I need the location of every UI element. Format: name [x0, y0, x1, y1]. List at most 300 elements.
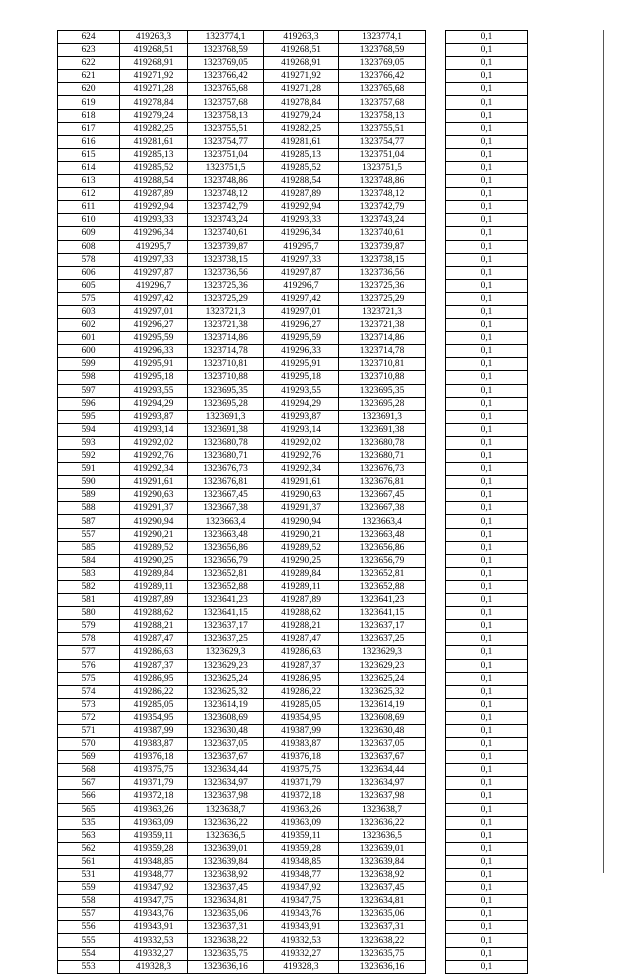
x-coordinate-cell: 419343,91 [120, 921, 188, 934]
point-number-cell: 614 [58, 161, 120, 174]
table-row [446, 57, 528, 70]
table-row [446, 135, 528, 148]
x-coordinate-2-cell: 419287,89 [264, 594, 339, 607]
y-coordinate-2-cell: 1323738,15 [339, 253, 426, 266]
x-coordinate-cell: 419293,55 [120, 384, 188, 397]
tolerance-cell: 0,1 [446, 633, 528, 646]
table-row [58, 463, 426, 476]
y-coordinate-2-cell: 1323636,22 [339, 816, 426, 829]
table-row [446, 685, 528, 698]
x-coordinate-2-cell: 419297,87 [264, 266, 339, 279]
x-coordinate-cell: 419289,84 [120, 567, 188, 580]
table-row [58, 816, 426, 829]
y-coordinate-cell: 1323754,77 [188, 135, 264, 148]
table-row [446, 227, 528, 240]
x-coordinate-cell: 419295,59 [120, 332, 188, 345]
y-coordinate-2-cell: 1323634,81 [339, 895, 426, 908]
table-row [446, 803, 528, 816]
x-coordinate-2-cell: 419286,63 [264, 646, 339, 659]
x-coordinate-2-cell: 419343,76 [264, 908, 339, 921]
tolerance-cell: 0,1 [446, 410, 528, 423]
table-row [446, 345, 528, 358]
table-row [446, 83, 528, 96]
y-coordinate-cell: 1323748,12 [188, 188, 264, 201]
y-coordinate-cell: 1323637,45 [188, 882, 264, 895]
table-row [446, 567, 528, 580]
x-coordinate-cell: 419285,13 [120, 148, 188, 161]
y-coordinate-2-cell: 1323652,81 [339, 567, 426, 580]
table-row [58, 515, 426, 528]
y-coordinate-cell: 1323739,87 [188, 240, 264, 253]
y-coordinate-cell: 1323636,22 [188, 816, 264, 829]
y-coordinate-2-cell: 1323638,92 [339, 869, 426, 882]
tolerance-cell: 0,1 [446, 240, 528, 253]
point-number-cell: 596 [58, 397, 120, 410]
tolerance-cell: 0,1 [446, 489, 528, 502]
x-coordinate-2-cell: 419292,94 [264, 201, 339, 214]
point-number-cell: 591 [58, 463, 120, 476]
tolerance-cell: 0,1 [446, 908, 528, 921]
table-row [58, 109, 426, 122]
tolerance-cell: 0,1 [446, 253, 528, 266]
y-coordinate-2-cell: 1323751,5 [339, 161, 426, 174]
table-row [446, 751, 528, 764]
x-coordinate-2-cell: 419332,53 [264, 934, 339, 947]
point-number-cell: 623 [58, 44, 120, 57]
x-coordinate-2-cell: 419372,18 [264, 790, 339, 803]
point-number-cell: 605 [58, 279, 120, 292]
x-coordinate-cell: 419291,37 [120, 502, 188, 515]
y-coordinate-2-cell: 1323758,13 [339, 109, 426, 122]
y-coordinate-cell: 1323676,81 [188, 476, 264, 489]
table-row [446, 659, 528, 672]
y-coordinate-cell: 1323638,92 [188, 869, 264, 882]
y-coordinate-2-cell: 1323656,86 [339, 541, 426, 554]
table-row [58, 711, 426, 724]
y-coordinate-cell: 1323635,06 [188, 908, 264, 921]
x-coordinate-cell: 419363,09 [120, 816, 188, 829]
y-coordinate-cell: 1323638,7 [188, 803, 264, 816]
x-coordinate-2-cell: 419293,33 [264, 214, 339, 227]
tolerance-cell: 0,1 [446, 397, 528, 410]
tolerance-cell: 0,1 [446, 122, 528, 135]
tolerance-cell: 0,1 [446, 423, 528, 436]
y-coordinate-cell: 1323630,48 [188, 724, 264, 737]
table-row [446, 175, 528, 188]
table-row [58, 724, 426, 737]
point-number-cell: 601 [58, 332, 120, 345]
x-coordinate-2-cell: 419292,34 [264, 463, 339, 476]
y-coordinate-2-cell: 1323637,31 [339, 921, 426, 934]
tolerance-cell: 0,1 [446, 502, 528, 515]
tolerance-cell: 0,1 [446, 882, 528, 895]
x-coordinate-2-cell: 419268,91 [264, 57, 339, 70]
y-coordinate-cell: 1323667,38 [188, 502, 264, 515]
y-coordinate-2-cell: 1323680,71 [339, 450, 426, 463]
x-coordinate-2-cell: 419363,09 [264, 816, 339, 829]
tolerance-cell: 0,1 [446, 70, 528, 83]
point-number-cell: 570 [58, 738, 120, 751]
point-number-cell: 593 [58, 436, 120, 449]
y-coordinate-cell: 1323714,78 [188, 345, 264, 358]
y-coordinate-cell: 1323637,31 [188, 921, 264, 934]
y-coordinate-cell: 1323769,05 [188, 57, 264, 70]
point-number-cell: 608 [58, 240, 120, 253]
table-row [58, 135, 426, 148]
table-row [58, 70, 426, 83]
tolerance-cell: 0,1 [446, 463, 528, 476]
table-row [446, 541, 528, 554]
y-coordinate-cell: 1323639,84 [188, 855, 264, 868]
x-coordinate-2-cell: 419287,89 [264, 188, 339, 201]
table-row [446, 580, 528, 593]
table-row [446, 463, 528, 476]
table-row [446, 711, 528, 724]
tolerance-cell: 0,1 [446, 816, 528, 829]
x-coordinate-cell: 419363,26 [120, 803, 188, 816]
y-coordinate-cell: 1323676,73 [188, 463, 264, 476]
x-coordinate-2-cell: 419281,61 [264, 135, 339, 148]
tolerance-cell: 0,1 [446, 135, 528, 148]
table-row [446, 161, 528, 174]
y-coordinate-2-cell: 1323636,16 [339, 960, 426, 973]
x-coordinate-cell: 419290,21 [120, 528, 188, 541]
x-coordinate-cell: 419348,77 [120, 869, 188, 882]
x-coordinate-cell: 419287,37 [120, 659, 188, 672]
tolerance-cell: 0,1 [446, 332, 528, 345]
point-number-cell: 559 [58, 882, 120, 895]
point-number-cell: 581 [58, 594, 120, 607]
point-number-cell: 556 [58, 921, 120, 934]
x-coordinate-2-cell: 419271,28 [264, 83, 339, 96]
y-coordinate-2-cell: 1323755,51 [339, 122, 426, 135]
point-number-cell: 580 [58, 607, 120, 620]
y-coordinate-cell: 1323638,22 [188, 934, 264, 947]
x-coordinate-2-cell: 419289,52 [264, 541, 339, 554]
y-coordinate-2-cell: 1323652,88 [339, 580, 426, 593]
table-row [58, 175, 426, 188]
x-coordinate-2-cell: 419371,79 [264, 777, 339, 790]
tolerance-cell: 0,1 [446, 803, 528, 816]
y-coordinate-cell: 1323663,4 [188, 515, 264, 528]
y-coordinate-2-cell: 1323676,73 [339, 463, 426, 476]
point-number-cell: 624 [58, 31, 120, 44]
table-row [58, 332, 426, 345]
table-row [446, 502, 528, 515]
point-number-cell: 531 [58, 869, 120, 882]
point-number-cell: 599 [58, 358, 120, 371]
x-coordinate-cell: 419290,94 [120, 515, 188, 528]
x-coordinate-2-cell: 419296,27 [264, 319, 339, 332]
point-number-cell: 576 [58, 659, 120, 672]
table-row [446, 450, 528, 463]
x-coordinate-2-cell: 419296,34 [264, 227, 339, 240]
y-coordinate-cell: 1323635,75 [188, 947, 264, 960]
point-number-cell: 568 [58, 764, 120, 777]
point-number-cell: 572 [58, 711, 120, 724]
y-coordinate-cell: 1323725,36 [188, 279, 264, 292]
y-coordinate-cell: 1323768,59 [188, 44, 264, 57]
x-coordinate-cell: 419287,47 [120, 633, 188, 646]
table-row [58, 554, 426, 567]
y-coordinate-2-cell: 1323774,1 [339, 31, 426, 44]
table-row [58, 410, 426, 423]
x-coordinate-cell: 419294,29 [120, 397, 188, 410]
tolerance-cell: 0,1 [446, 724, 528, 737]
y-coordinate-2-cell: 1323743,24 [339, 214, 426, 227]
point-number-cell: 567 [58, 777, 120, 790]
y-coordinate-cell: 1323714,86 [188, 332, 264, 345]
point-number-cell: 603 [58, 305, 120, 318]
y-coordinate-2-cell: 1323765,68 [339, 83, 426, 96]
y-coordinate-cell: 1323725,29 [188, 292, 264, 305]
tolerance-cell: 0,1 [446, 305, 528, 318]
y-coordinate-2-cell: 1323740,61 [339, 227, 426, 240]
y-coordinate-cell: 1323636,16 [188, 960, 264, 973]
table-row [58, 620, 426, 633]
y-coordinate-cell: 1323751,5 [188, 161, 264, 174]
table-row [446, 266, 528, 279]
x-coordinate-2-cell: 419297,33 [264, 253, 339, 266]
table-row [446, 240, 528, 253]
y-coordinate-2-cell: 1323742,79 [339, 201, 426, 214]
table-row [58, 31, 426, 44]
tolerance-cell: 0,1 [446, 829, 528, 842]
y-coordinate-2-cell: 1323663,48 [339, 528, 426, 541]
table-row [58, 947, 426, 960]
table-row [58, 633, 426, 646]
tolerance-cell: 0,1 [446, 921, 528, 934]
y-coordinate-2-cell: 1323663,4 [339, 515, 426, 528]
y-coordinate-2-cell: 1323691,38 [339, 423, 426, 436]
x-coordinate-2-cell: 419289,84 [264, 567, 339, 580]
x-coordinate-2-cell: 419359,28 [264, 842, 339, 855]
y-coordinate-cell: 1323736,56 [188, 266, 264, 279]
tolerance-cell: 0,1 [446, 96, 528, 109]
x-coordinate-cell: 419297,33 [120, 253, 188, 266]
y-coordinate-2-cell: 1323769,05 [339, 57, 426, 70]
y-coordinate-2-cell: 1323630,48 [339, 724, 426, 737]
tolerance-cell: 0,1 [446, 751, 528, 764]
point-number-cell: 609 [58, 227, 120, 240]
tolerance-cell: 0,1 [446, 764, 528, 777]
table-row [446, 698, 528, 711]
x-coordinate-2-cell: 419285,05 [264, 698, 339, 711]
table-row [446, 332, 528, 345]
tolerance-cell: 0,1 [446, 528, 528, 541]
point-number-cell: 597 [58, 384, 120, 397]
y-coordinate-cell: 1323637,67 [188, 751, 264, 764]
point-number-cell: 592 [58, 450, 120, 463]
table-row [58, 214, 426, 227]
x-coordinate-cell: 419279,24 [120, 109, 188, 122]
point-number-cell: 555 [58, 934, 120, 947]
y-coordinate-cell: 1323710,81 [188, 358, 264, 371]
point-number-cell: 563 [58, 829, 120, 842]
tolerance-cell: 0,1 [446, 869, 528, 882]
point-number-cell: 554 [58, 947, 120, 960]
table-row [446, 921, 528, 934]
x-coordinate-2-cell: 419286,22 [264, 685, 339, 698]
tolerance-cell: 0,1 [446, 541, 528, 554]
x-coordinate-cell: 419288,54 [120, 175, 188, 188]
point-number-cell: 622 [58, 57, 120, 70]
y-coordinate-2-cell: 1323634,97 [339, 777, 426, 790]
x-coordinate-2-cell: 419297,42 [264, 292, 339, 305]
y-coordinate-cell: 1323680,71 [188, 450, 264, 463]
x-coordinate-2-cell: 419290,25 [264, 554, 339, 567]
table-row [446, 371, 528, 384]
x-coordinate-2-cell: 419290,21 [264, 528, 339, 541]
table-row [446, 358, 528, 371]
x-coordinate-cell: 419375,75 [120, 764, 188, 777]
tolerance-cell: 0,1 [446, 57, 528, 70]
x-coordinate-cell: 419348,85 [120, 855, 188, 868]
x-coordinate-2-cell: 419296,7 [264, 279, 339, 292]
x-coordinate-cell: 419291,61 [120, 476, 188, 489]
table-row [58, 685, 426, 698]
tolerance-cell: 0,1 [446, 842, 528, 855]
x-coordinate-2-cell: 419278,84 [264, 96, 339, 109]
table-row [446, 70, 528, 83]
x-coordinate-cell: 419289,11 [120, 580, 188, 593]
table-row [58, 921, 426, 934]
tolerance-cell: 0,1 [446, 620, 528, 633]
point-number-cell: 616 [58, 135, 120, 148]
y-coordinate-cell: 1323637,05 [188, 738, 264, 751]
x-coordinate-cell: 419296,7 [120, 279, 188, 292]
table-row [446, 292, 528, 305]
y-coordinate-2-cell: 1323710,81 [339, 358, 426, 371]
y-coordinate-cell: 1323766,42 [188, 70, 264, 83]
x-coordinate-cell: 419293,87 [120, 410, 188, 423]
y-coordinate-2-cell: 1323608,69 [339, 711, 426, 724]
point-number-cell: 579 [58, 620, 120, 633]
tolerance-cell: 0,1 [446, 607, 528, 620]
y-coordinate-2-cell: 1323667,45 [339, 489, 426, 502]
y-coordinate-cell: 1323774,1 [188, 31, 264, 44]
y-coordinate-2-cell: 1323629,3 [339, 646, 426, 659]
table-row [58, 738, 426, 751]
x-coordinate-2-cell: 419287,37 [264, 659, 339, 672]
y-coordinate-cell: 1323629,23 [188, 659, 264, 672]
table-row [58, 161, 426, 174]
point-number-cell: 575 [58, 292, 120, 305]
table-row [58, 895, 426, 908]
tolerance-cell: 0,1 [446, 109, 528, 122]
x-coordinate-2-cell: 419359,11 [264, 829, 339, 842]
x-coordinate-cell: 419296,27 [120, 319, 188, 332]
table-row [58, 305, 426, 318]
tolerance-cell: 0,1 [446, 646, 528, 659]
y-coordinate-2-cell: 1323748,12 [339, 188, 426, 201]
x-coordinate-cell: 419282,25 [120, 122, 188, 135]
point-number-cell: 584 [58, 554, 120, 567]
table-row [446, 214, 528, 227]
y-coordinate-2-cell: 1323739,87 [339, 240, 426, 253]
table-row [58, 384, 426, 397]
x-coordinate-cell: 419354,95 [120, 711, 188, 724]
table-row [58, 57, 426, 70]
point-number-cell: 600 [58, 345, 120, 358]
x-coordinate-cell: 419292,94 [120, 201, 188, 214]
x-coordinate-cell: 419293,14 [120, 423, 188, 436]
x-coordinate-2-cell: 419294,29 [264, 397, 339, 410]
y-coordinate-cell: 1323691,3 [188, 410, 264, 423]
x-coordinate-cell: 419383,87 [120, 738, 188, 751]
x-coordinate-2-cell: 419383,87 [264, 738, 339, 751]
tolerance-cell: 0,1 [446, 659, 528, 672]
x-coordinate-cell: 419359,28 [120, 842, 188, 855]
table-row [446, 109, 528, 122]
y-coordinate-cell: 1323695,35 [188, 384, 264, 397]
y-coordinate-2-cell: 1323721,3 [339, 305, 426, 318]
table-row [446, 855, 528, 868]
table-row [446, 934, 528, 947]
point-number-cell: 611 [58, 201, 120, 214]
table-row [58, 345, 426, 358]
point-number-cell: 617 [58, 122, 120, 135]
y-coordinate-cell: 1323634,97 [188, 777, 264, 790]
table-row [446, 148, 528, 161]
y-coordinate-cell: 1323608,69 [188, 711, 264, 724]
y-coordinate-cell: 1323637,25 [188, 633, 264, 646]
x-coordinate-2-cell: 419290,94 [264, 515, 339, 528]
y-coordinate-2-cell: 1323766,42 [339, 70, 426, 83]
x-coordinate-2-cell: 419289,11 [264, 580, 339, 593]
point-number-cell: 553 [58, 960, 120, 973]
table-row [58, 646, 426, 659]
y-coordinate-cell: 1323757,68 [188, 96, 264, 109]
y-coordinate-cell: 1323758,13 [188, 109, 264, 122]
point-number-cell: 565 [58, 803, 120, 816]
x-coordinate-cell: 419359,11 [120, 829, 188, 842]
point-number-cell: 573 [58, 698, 120, 711]
table-row [58, 698, 426, 711]
x-coordinate-cell: 419288,21 [120, 620, 188, 633]
x-coordinate-2-cell: 419285,52 [264, 161, 339, 174]
table-row [58, 450, 426, 463]
y-coordinate-cell: 1323625,24 [188, 672, 264, 685]
x-coordinate-cell: 419278,84 [120, 96, 188, 109]
y-coordinate-2-cell: 1323725,29 [339, 292, 426, 305]
y-coordinate-cell: 1323641,15 [188, 607, 264, 620]
tolerance-cell: 0,1 [446, 738, 528, 751]
table-row [446, 253, 528, 266]
x-coordinate-2-cell: 419292,76 [264, 450, 339, 463]
y-coordinate-cell: 1323637,17 [188, 620, 264, 633]
table-row [58, 869, 426, 882]
x-coordinate-2-cell: 419376,18 [264, 751, 339, 764]
x-coordinate-2-cell: 419363,26 [264, 803, 339, 816]
table-row [58, 423, 426, 436]
point-number-cell: 557 [58, 908, 120, 921]
table-row [446, 594, 528, 607]
tolerance-cell: 0,1 [446, 279, 528, 292]
point-number-cell: 574 [58, 685, 120, 698]
x-coordinate-2-cell: 419293,14 [264, 423, 339, 436]
x-coordinate-cell: 419295,7 [120, 240, 188, 253]
table-row [446, 31, 528, 44]
table-row [58, 188, 426, 201]
tolerance-cell: 0,1 [446, 685, 528, 698]
x-coordinate-2-cell: 419295,91 [264, 358, 339, 371]
point-number-cell: 612 [58, 188, 120, 201]
page-border-line [603, 30, 604, 873]
y-coordinate-2-cell: 1323629,23 [339, 659, 426, 672]
x-coordinate-cell: 419285,05 [120, 698, 188, 711]
tolerance-cell: 0,1 [446, 436, 528, 449]
